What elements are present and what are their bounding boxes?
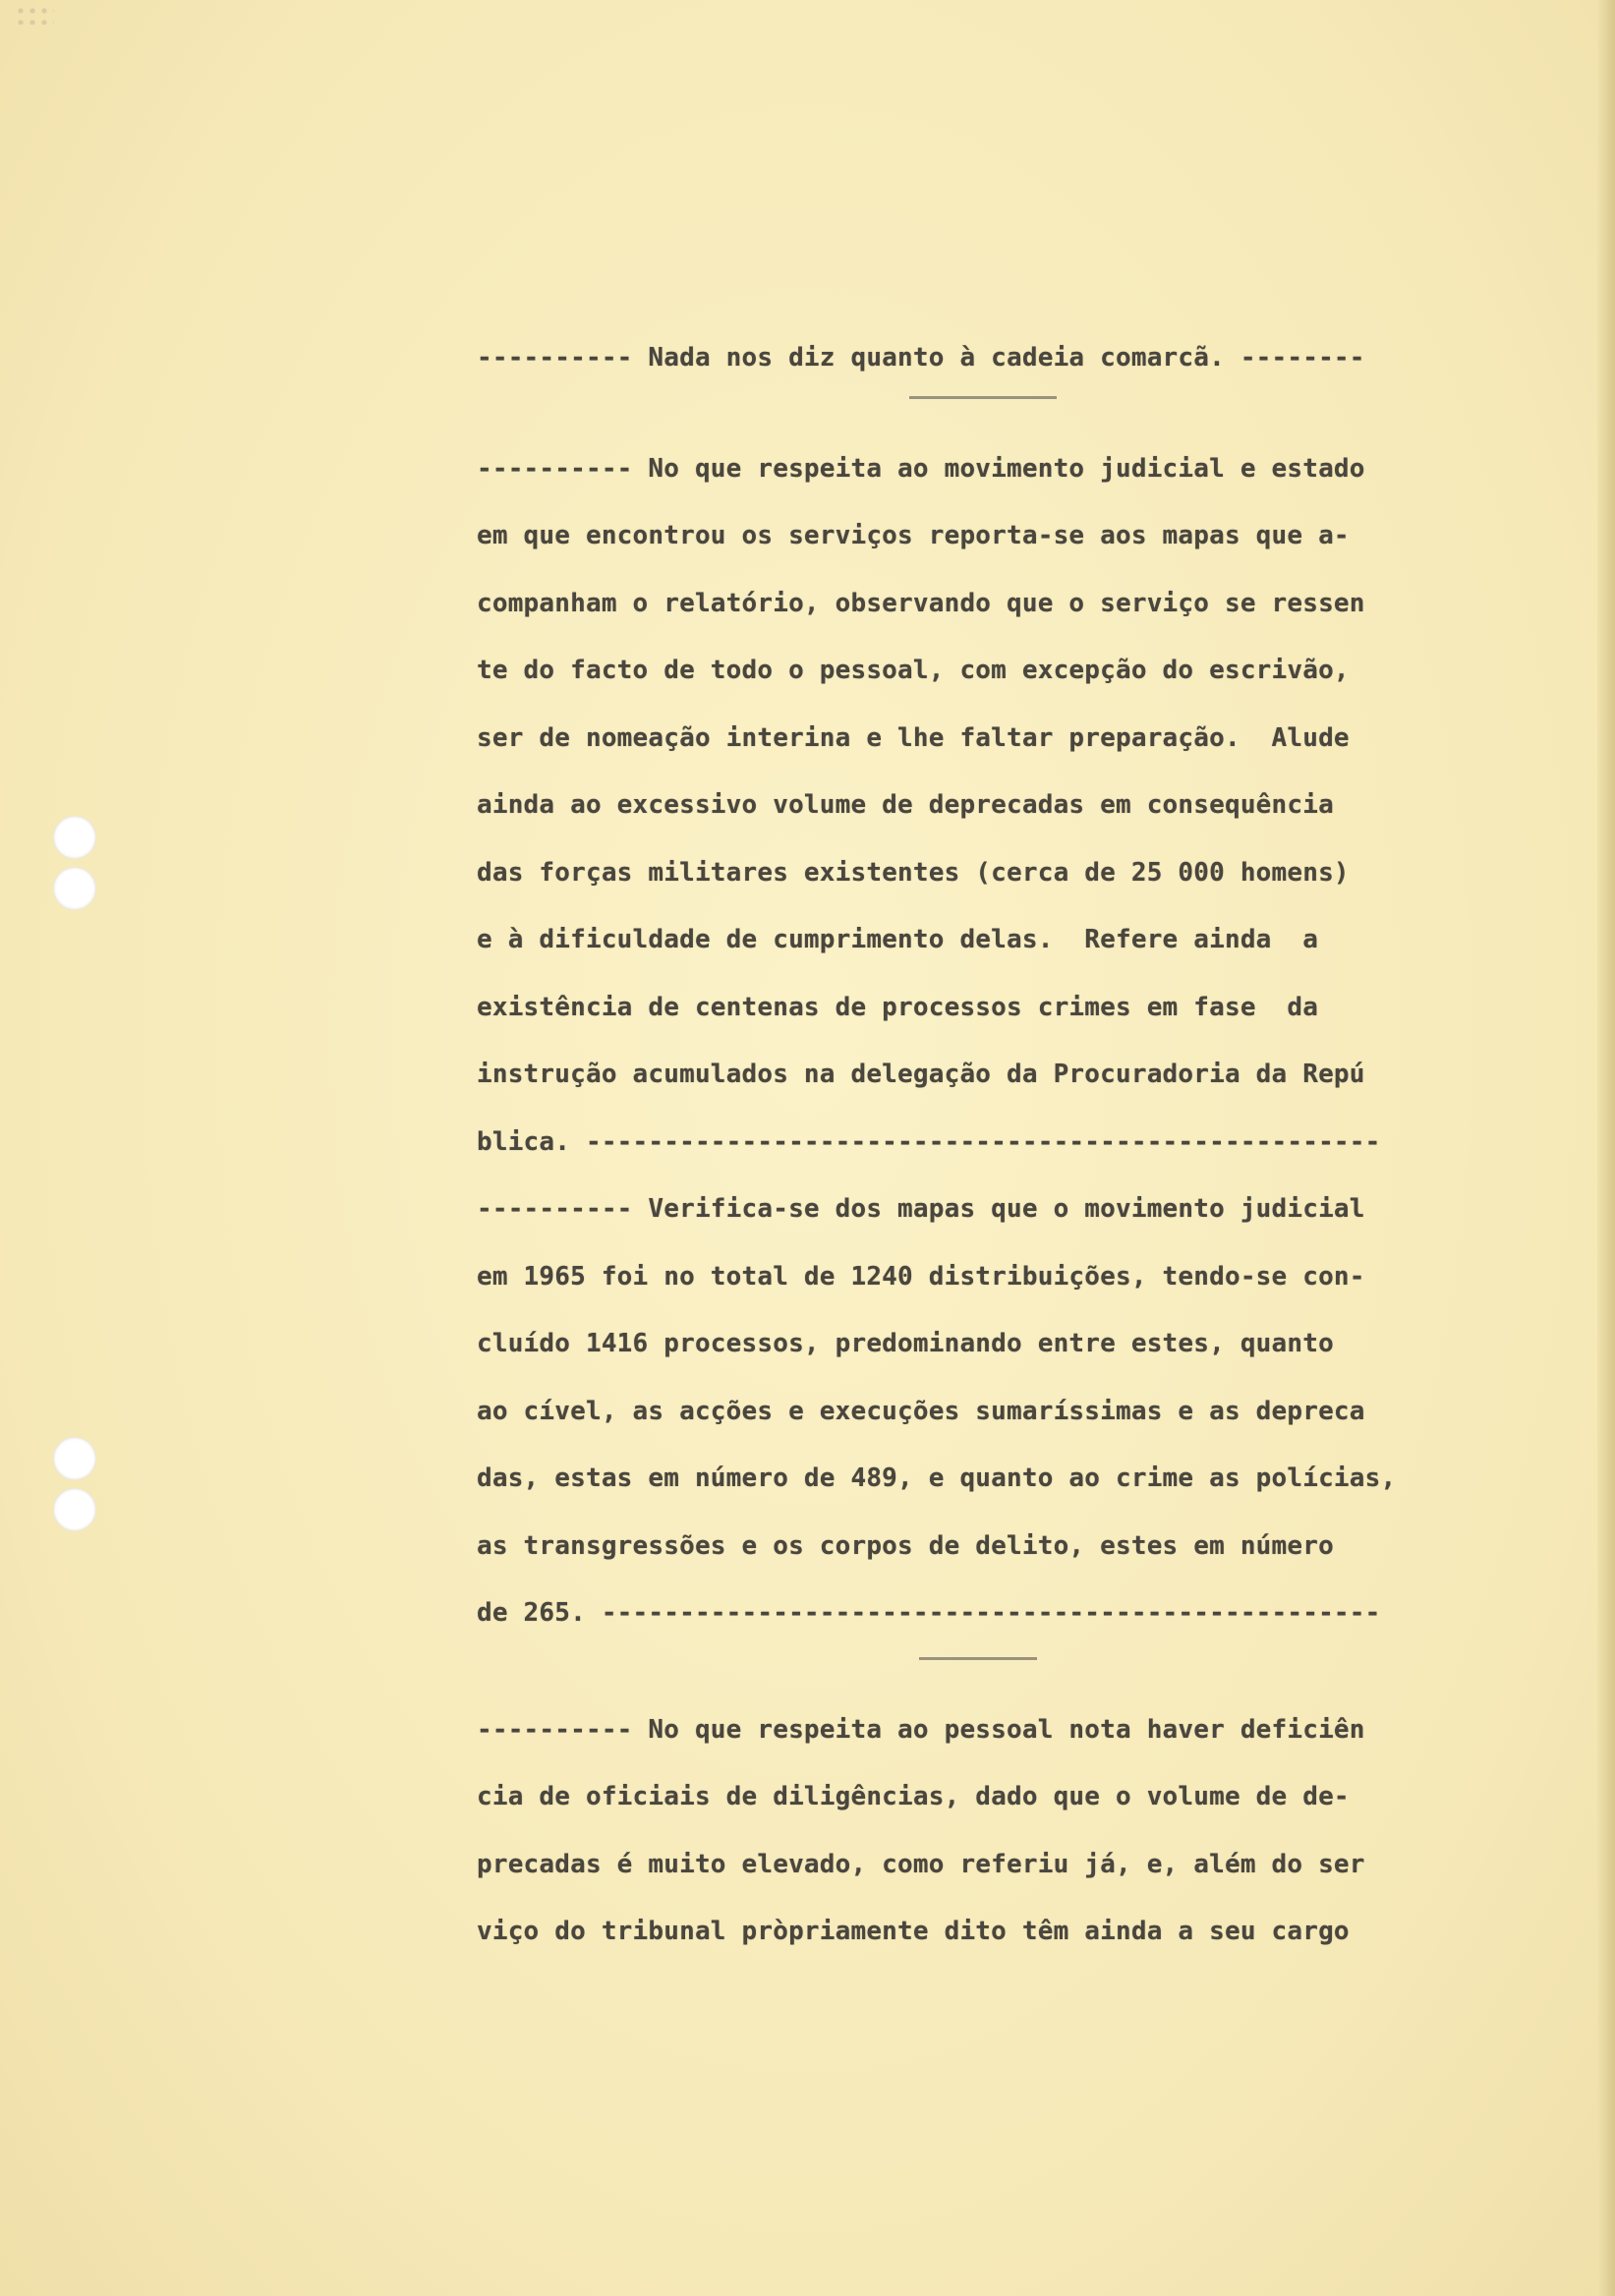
text-line: instrução acumulados na delegação da Procuradoria da Repú [477, 1060, 1365, 1089]
punch-hole-2 [53, 867, 96, 910]
text-line: das forças militares existentes (cerca de 25 000 homens) [477, 857, 1350, 888]
typed-text [477, 324, 1519, 1966]
punch-hole-1 [53, 816, 96, 859]
text-line: ao cível, as acções e execuções sumaríssimas e as depreca [477, 1396, 1365, 1426]
corner-stain [15, 5, 54, 25]
text-line: companham o relatório, observando que o serviço se ressen [477, 588, 1365, 618]
punch-hole-3 [53, 1437, 96, 1480]
text-line: de 265. -------------------------------------------------- [477, 1598, 1381, 1628]
text-line: cluído 1416 processos, predominando entre estes, quanto [477, 1329, 1334, 1358]
text-line: te do facto de todo o pessoal, com excepção do escrivão, [477, 656, 1350, 685]
text-line: ---------- No que respeita ao movimento judicial e estado [477, 453, 1365, 484]
punch-hole-4 [53, 1488, 96, 1531]
text-line: ---------- No que respeita ao pessoal nota haver deficiên [477, 1714, 1365, 1745]
text-line: ainda ao excessivo volume de deprecadas em consequência [477, 790, 1334, 820]
text-line: ser de nomeação interina e lhe faltar preparação. Alude [477, 722, 1350, 753]
section-separator [477, 392, 1519, 410]
text-line: e à dificuldade de cumprimento delas. Refere ainda a [477, 925, 1319, 954]
text-line: existência de centenas de processos crimes em fase da [477, 992, 1319, 1022]
page-edge [1597, 0, 1615, 2296]
text-line: as transgressões e os corpos de delito, estes em número [477, 1530, 1334, 1561]
section-separator [477, 1647, 1519, 1687]
text-line: blica. --------------------------------------------------- [477, 1126, 1381, 1157]
text-line: das, estas em número de 489, e quanto ao crime as polícias, [477, 1464, 1397, 1493]
text-line: precadas é muito elevado, como referiu já, e, além do ser [477, 1849, 1365, 1879]
text-line: em que encontrou os serviços reporta-se aos mapas que a- [477, 521, 1350, 550]
text-line: ---------- Nada nos diz quanto à cadeia comarcã. -------- [477, 343, 1365, 373]
text-line: ---------- Verifica-se dos mapas que o movimento judicial [477, 1194, 1365, 1224]
text-line: cia de oficiais de diligências, dado que o volume de de- [477, 1782, 1350, 1811]
text-line: em 1965 foi no total de 1240 distribuições, tendo-se con- [477, 1261, 1365, 1292]
text-line: viço do tribunal pròpriamente dito têm ainda a seu cargo [477, 1917, 1350, 1946]
